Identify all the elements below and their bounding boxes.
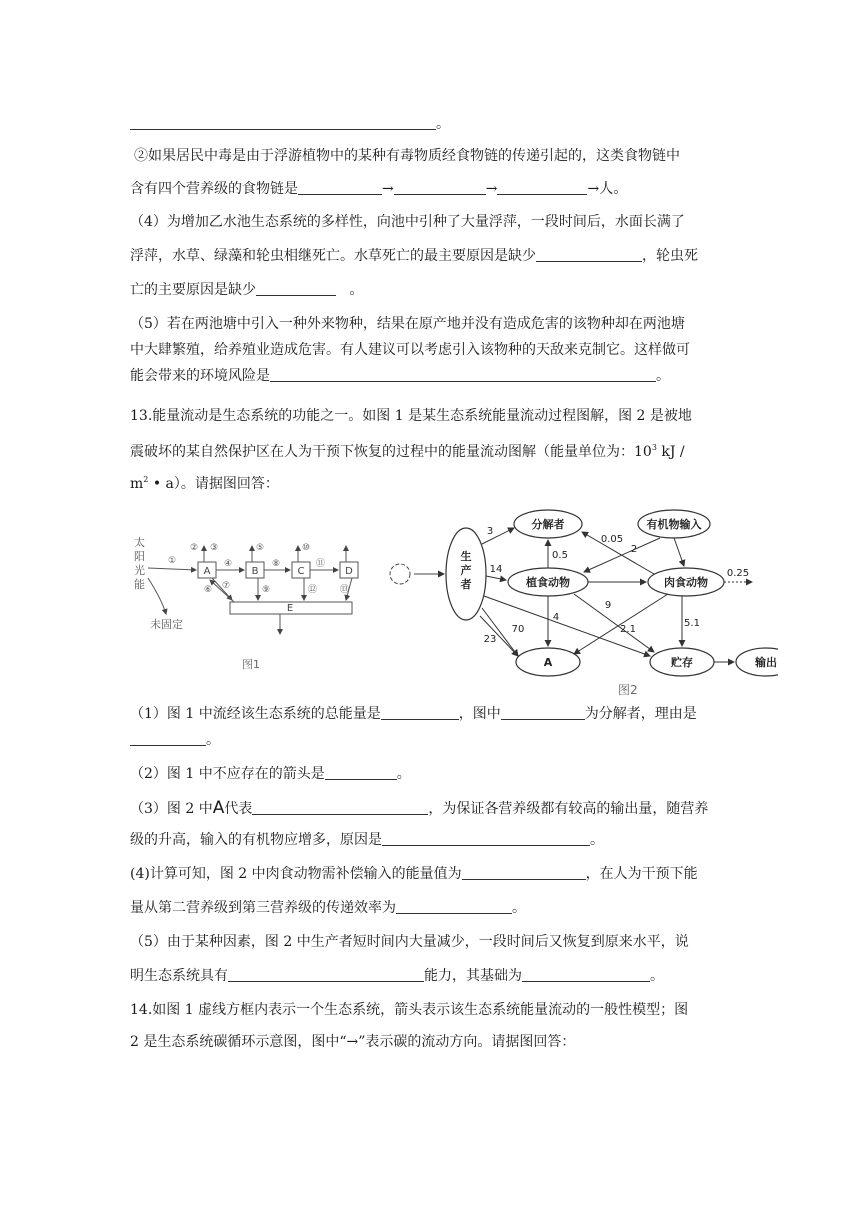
sun-label-2: 阳 [134,550,145,563]
arrow-num-2: ② [190,543,199,553]
arrow-num-5: ⑤ [256,543,265,553]
q13-sub5-line1: （5）由于某种因素，图 2 中生产者短时间内大量减少，一段时间后又恢复到原来水平，说 [130,934,689,950]
answer-blank[interactable] [298,180,382,195]
sun-label-4: 能 [134,578,145,591]
q12-line0: 。 [130,114,730,134]
value-0-25: 0.25 [726,568,750,579]
q13-sub3-line1: （3）图 2 中A代表 ，为保证各营养级都有较高的输出量，随营养 [130,798,709,818]
value-0-5: 0.5 [552,550,568,561]
answer-blank[interactable] [270,367,656,382]
arrow-num-8: ⑧ [272,559,281,569]
q13-line3: $m^2$ • a）。请据图回答： [130,475,279,492]
q12-line6: （5）若在两池塘中引入一种外来物种，结果在原产地并没有造成危害的该物种却在两池塘 [130,316,685,332]
sun-label-3: 光 [134,564,145,577]
output-label: 输出 [755,656,777,669]
q13-sub4-line1: (4)计算可知，图 2 中肉食动物需补偿输入的能量值为 ，在人为干预下能 [130,866,698,882]
q13-sub4-line2: 量从第二营养级到第三营养级的传递效率为 。 [130,900,526,916]
value-4: 4 [552,612,560,623]
arrow-num-1: ① [168,556,177,566]
sun-label-1: 太 [134,536,145,549]
q12-line8: 能会带来的环境风险是 。 [130,368,670,384]
answer-blank[interactable] [228,967,424,982]
q12-line2: 含有四个营养级的食物链是 → → →人。 [130,181,628,197]
organic-input-label: 有机物输入 [646,518,702,531]
figure-1-energy-flow [130,530,370,680]
producer-label-1: 生 [460,550,472,563]
q12-line1: ②如果居民中毒是由于浮游植物中的某种有毒物质经食物链的传递引起的，这类食物链中 [134,148,680,164]
value-0-05: 0.05 [600,534,624,545]
q13-sub2: （2）图 1 中不应存在的箭头是 。 [130,766,411,782]
answer-blank[interactable] [497,180,587,195]
answer-blank[interactable] [394,180,486,195]
answer-blank[interactable] [522,967,650,982]
box-e-label: E [286,603,294,614]
arrow-num-6: ⑥ [204,585,213,595]
value-2: 2 [630,544,638,555]
value-5-1: 5.1 [684,618,700,629]
value-23: 23 [483,634,497,645]
answer-blank[interactable] [396,899,512,914]
value-2-1: 2.1 [620,624,636,635]
q12-line3: （4）为增加乙水池生态系统的多样性，向池中引种了大量浮萍，一段时间后，水面长满了 [130,214,685,230]
arrow-num-9: ⑨ [262,585,271,595]
herbivore-label: 植食动物 [526,576,570,589]
q13-sub3-line2: 级的升高，输入的有机物应增多，原因是 。 [130,832,604,848]
q13-sub5-line2: 明生态系统具有 能力，其基础为 。 [130,968,664,984]
box-c-label: C [297,566,305,577]
answer-blank[interactable] [252,800,428,815]
q14-line2: 2 是生态系统碳循环示意图，图中“→”表示碳的流动方向。请据图回答： [130,1034,576,1050]
value-70: 70 [511,624,525,635]
decomposer-label: 分解者 [531,518,565,531]
answer-blank[interactable] [462,865,586,880]
q12-line4: 浮萍，水草、绿藻和轮虫相继死亡。水草死亡的最主要原因是缺少 ，轮虫死 [130,248,698,264]
answer-blank[interactable] [382,831,590,846]
figure-1-caption: 图1 [242,658,260,671]
box-b-label: B [251,566,259,577]
arrow-num-7: ⑦ [222,581,231,591]
q13-sub1-line1: （1）图 1 中流经该生态系统的总能量是 ，图中 为分解者，理由是 [130,706,697,722]
arrow-num-13: ⑬ [340,585,350,595]
unfixed-label: 未固定 [150,618,183,631]
q13-line1: 13.能量流动是生态系统的功能之一。如图 1 是某生态系统能量流动过程图解，图 2 是被地 [130,408,692,424]
answer-blank[interactable] [325,765,397,780]
producer-label-2: 产 [460,564,472,577]
q13-line2: 震破坏的某自然保护区在人为干预下恢复的过程中的能量流动图解（能量单位为：$10^3$ kJ / [130,443,685,460]
arrow-num-12: ⑫ [308,585,318,595]
answer-blank[interactable] [256,281,336,296]
storage-label: 贮存 [671,656,693,669]
q13-sub1-line2: 。 [130,730,730,750]
producer-label-3: 者 [460,578,472,591]
answer-blank[interactable] [130,115,436,130]
q14-line1: 14.如图 1 虚线方框内表示一个生态系统，箭头表示该生态系统能量流动的一般性模型；图 [130,1002,689,1018]
figure-2-caption: 图2 [618,683,638,697]
q12-line7: 中大肆繁殖，给养殖业造成危害。有人建议可以考虑引入该物种的天敌来克制它。这样做可 [130,342,690,358]
answer-blank[interactable] [381,705,459,720]
answer-blank[interactable] [501,705,585,720]
arrow-num-3: ③ [210,543,219,553]
value-3: 3 [486,526,494,537]
answer-blank[interactable] [130,731,206,746]
box-a-label: A [203,566,211,577]
a-label: A [543,656,553,669]
sun-icon [390,564,410,584]
arrow-num-4: ④ [224,559,233,569]
carnivore-label: 肉食动物 [664,576,708,589]
value-14: 14 [489,564,503,575]
arrow-num-11: ⑪ [316,559,326,569]
arrow-num-10: ⑩ [302,543,311,553]
box-d-label: D [345,566,353,577]
value-9: 9 [604,600,612,611]
figure-2-energy-flow [378,506,778,702]
q12-line5: 亡的主要原因是缺少 。 [130,282,364,298]
answer-blank[interactable] [536,247,642,262]
